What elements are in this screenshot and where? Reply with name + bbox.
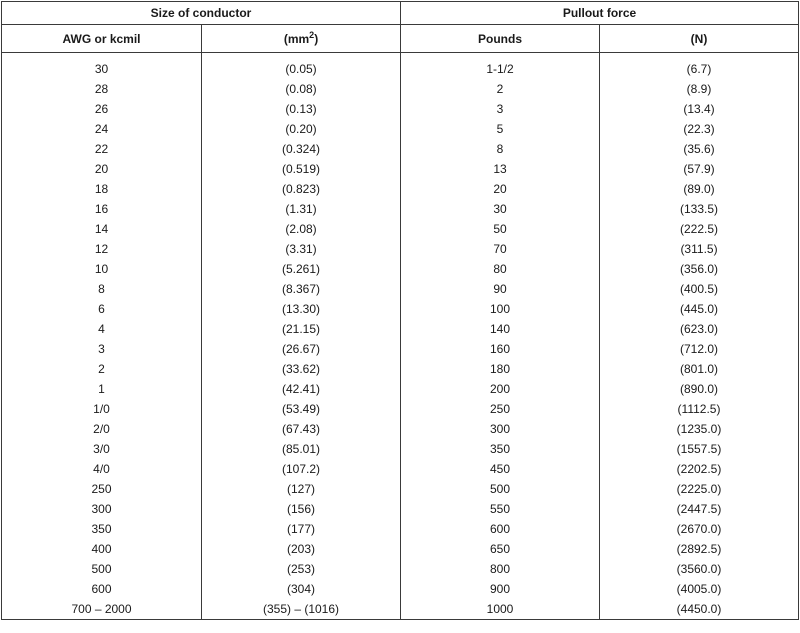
table-row [2,239,799,259]
pounds-cell: 8 [401,139,600,159]
newtons-cell: (133.5) [600,199,799,219]
newtons-cell: (89.0) [600,179,799,199]
awg-cell: 3 [2,339,202,359]
pounds-cell: 30 [401,199,600,219]
mm2-cell: (13.30) [202,299,401,319]
awg-column-header: AWG or kcmil [2,25,202,53]
table-row [2,479,799,499]
pounds-cell: 1-1/2 [401,53,600,80]
awg-cell: 20 [2,159,202,179]
awg-cell: 1 [2,379,202,399]
pounds-cell: 650 [401,539,600,559]
table-row [2,319,799,339]
table-row [2,519,799,539]
pounds-cell: 100 [401,299,600,319]
newtons-cell: (623.0) [600,319,799,339]
pounds-cell: 160 [401,339,600,359]
mm2-cell: (304) [202,579,401,599]
newtons-cell: (801.0) [600,359,799,379]
newtons-cell: (890.0) [600,379,799,399]
mm2-cell: (1.31) [202,199,401,219]
awg-cell: 2/0 [2,419,202,439]
mm2-cell: (177) [202,519,401,539]
pullout-force-table [1,1,799,620]
table-row [2,579,799,599]
mm2-cell: (67.43) [202,419,401,439]
newtons-cell: (6.7) [600,53,799,80]
awg-cell: 600 [2,579,202,599]
pounds-cell: 500 [401,479,600,499]
mm2-cell: (53.49) [202,399,401,419]
mm2-header-close: ) [314,31,319,46]
mm2-cell: (0.05) [202,53,401,80]
table-row [2,139,799,159]
group-header-row [2,2,799,25]
pounds-cell: 450 [401,459,600,479]
pounds-cell: 250 [401,399,600,419]
pounds-cell: 3 [401,99,600,119]
awg-cell: 26 [2,99,202,119]
table-row [2,359,799,379]
table-row [2,119,799,139]
size-of-conductor-header: Size of conductor [2,2,401,25]
awg-cell: 14 [2,219,202,239]
mm2-cell: (5.261) [202,259,401,279]
pounds-cell: 350 [401,439,600,459]
newtons-column-header: (N) [600,25,799,53]
newtons-cell: (311.5) [600,239,799,259]
mm2-cell: (8.367) [202,279,401,299]
pullout-force-header: Pullout force [401,2,799,25]
newtons-cell: (1557.5) [600,439,799,459]
pounds-cell: 800 [401,559,600,579]
awg-cell: 16 [2,199,202,219]
newtons-cell: (712.0) [600,339,799,359]
mm2-header-superscript: 2 [309,29,315,40]
pounds-cell: 5 [401,119,600,139]
newtons-cell: (400.5) [600,279,799,299]
mm2-cell: (107.2) [202,459,401,479]
awg-cell: 4 [2,319,202,339]
newtons-cell: (222.5) [600,219,799,239]
awg-cell: 8 [2,279,202,299]
pounds-cell: 80 [401,259,600,279]
mm2-cell: (156) [202,499,401,519]
mm2-cell: (127) [202,479,401,499]
table-row [2,259,799,279]
pounds-cell: 70 [401,239,600,259]
table-row [2,399,799,419]
column-header-row [2,25,799,53]
newtons-cell: (4005.0) [600,579,799,599]
awg-cell: 10 [2,259,202,279]
table-row [2,299,799,319]
awg-cell: 6 [2,299,202,319]
newtons-cell: (13.4) [600,99,799,119]
awg-cell: 30 [2,53,202,80]
newtons-cell: (4450.0) [600,599,799,620]
table-row [2,159,799,179]
pounds-cell: 140 [401,319,600,339]
table-row [2,199,799,219]
table-row [2,279,799,299]
mm2-cell: (33.62) [202,359,401,379]
newtons-cell: (2225.0) [600,479,799,499]
mm2-cell: (253) [202,559,401,579]
awg-cell: 2 [2,359,202,379]
table-row [2,339,799,359]
table-row [2,419,799,439]
table-row [2,539,799,559]
newtons-cell: (2447.5) [600,499,799,519]
newtons-cell: (2670.0) [600,519,799,539]
table-row [2,99,799,119]
pounds-cell: 180 [401,359,600,379]
awg-cell: 500 [2,559,202,579]
table-row [2,599,799,620]
mm2-cell: (85.01) [202,439,401,459]
awg-cell: 4/0 [2,459,202,479]
awg-cell: 300 [2,499,202,519]
table-row [2,459,799,479]
pounds-cell: 900 [401,579,600,599]
awg-cell: 18 [2,179,202,199]
awg-cell: 1/0 [2,399,202,419]
pounds-cell: 2 [401,79,600,99]
newtons-cell: (2202.5) [600,459,799,479]
newtons-cell: (445.0) [600,299,799,319]
table-row [2,53,799,80]
mm2-cell: (21.15) [202,319,401,339]
pounds-column-header: Pounds [401,25,600,53]
mm2-cell: (355) – (1016) [202,599,401,620]
table-row [2,439,799,459]
mm2-cell: (26.67) [202,339,401,359]
table-row [2,499,799,519]
awg-cell: 24 [2,119,202,139]
pounds-cell: 50 [401,219,600,239]
newtons-cell: (356.0) [600,259,799,279]
awg-cell: 12 [2,239,202,259]
awg-cell: 22 [2,139,202,159]
mm2-cell: (42.41) [202,379,401,399]
newtons-cell: (2892.5) [600,539,799,559]
mm2-cell: (0.20) [202,119,401,139]
mm2-cell: (0.823) [202,179,401,199]
awg-cell: 250 [2,479,202,499]
table-row [2,219,799,239]
mm2-cell: (0.324) [202,139,401,159]
table-row [2,559,799,579]
mm2-header-base: (mm [283,31,310,46]
mm2-cell: (0.13) [202,99,401,119]
table-row [2,179,799,199]
table-row [2,379,799,399]
table-row [2,79,799,99]
pounds-cell: 13 [401,159,600,179]
pounds-cell: 90 [401,279,600,299]
pounds-cell: 550 [401,499,600,519]
newtons-cell: (22.3) [600,119,799,139]
newtons-cell: (3560.0) [600,559,799,579]
pounds-cell: 200 [401,379,600,399]
mm2-column-header [202,25,401,53]
newtons-cell: (35.6) [600,139,799,159]
mm2-cell: (203) [202,539,401,559]
pounds-cell: 600 [401,519,600,539]
awg-cell: 350 [2,519,202,539]
mm2-cell: (3.31) [202,239,401,259]
mm2-cell: (2.08) [202,219,401,239]
pounds-cell: 1000 [401,599,600,620]
newtons-cell: (1112.5) [600,399,799,419]
awg-cell: 400 [2,539,202,559]
mm2-cell: (0.08) [202,79,401,99]
pounds-cell: 20 [401,179,600,199]
pounds-cell: 300 [401,419,600,439]
awg-cell: 700 – 2000 [2,599,202,620]
mm2-cell: (0.519) [202,159,401,179]
awg-cell: 3/0 [2,439,202,459]
awg-cell: 28 [2,79,202,99]
newtons-cell: (1235.0) [600,419,799,439]
newtons-cell: (57.9) [600,159,799,179]
newtons-cell: (8.9) [600,79,799,99]
